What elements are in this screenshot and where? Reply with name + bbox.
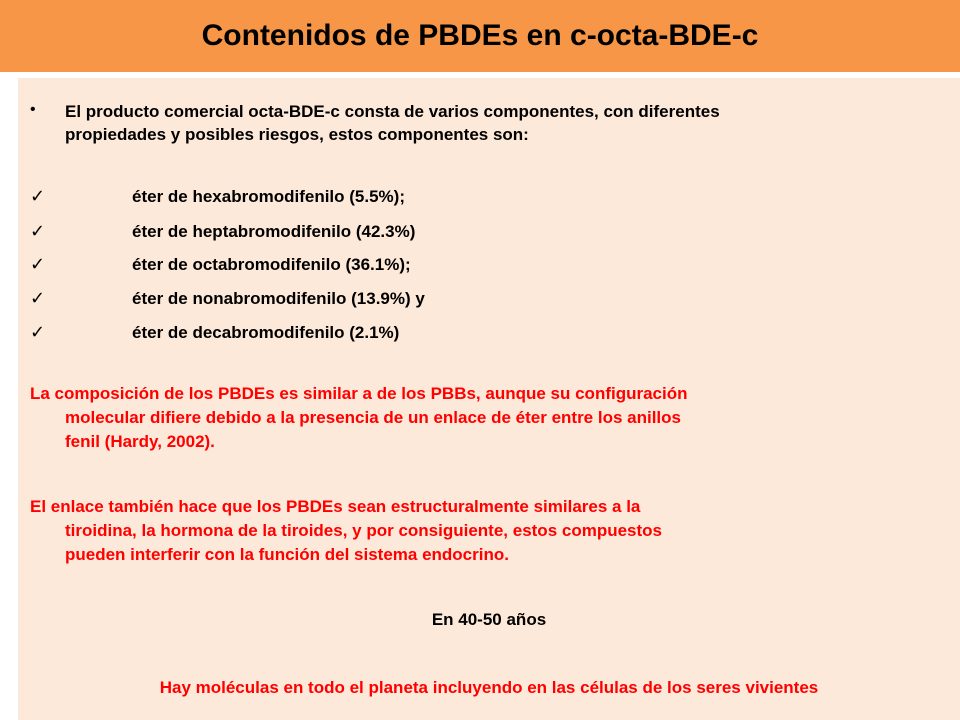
paragraph-2-line-3: pueden interferir con la función del sistema endocrino. <box>65 545 509 564</box>
slide-title: Contenidos de PBDEs en c-octa-BDE-c <box>201 19 759 52</box>
component-item-3: éter de octabromodifenilo (36.1%); <box>132 255 411 274</box>
component-item-2: éter de heptabromodifenilo (42.3%) <box>132 222 416 241</box>
check-icon: ✓ <box>30 288 46 308</box>
component-item-1: éter de hexabromodifenilo (5.5%); <box>132 187 405 206</box>
intro-line-2: propiedades y posibles riesgos, estos componentes son: <box>65 125 529 144</box>
check-icon: ✓ <box>30 186 46 206</box>
paragraph-1-line-1: La composición de los PBDEs es similar a de los PBBs, aunque su configuración <box>30 384 688 403</box>
check-icon: ✓ <box>30 221 46 241</box>
years-line: En 40-50 años <box>431 610 547 629</box>
intro-line-1: El producto comercial octa-BDE-c consta de varios componentes, con diferentes <box>65 102 720 121</box>
intro-bullet: • <box>30 101 36 118</box>
paragraph-2-line-2: tiroidina, la hormona de la tiroides, y por consiguiente, estos compuestos <box>65 521 663 540</box>
final-line: Hay moléculas en todo el planeta incluyendo en las células de los seres vivientes <box>159 678 819 697</box>
paragraph-2-line-1: El enlace también hace que los PBDEs sean estructuralmente similares a la <box>30 497 641 516</box>
check-icon: ✓ <box>30 254 46 274</box>
paragraph-1-line-3: fenil (Hardy, 2002). <box>65 432 215 451</box>
component-item-5: éter de decabromodifenilo (2.1%) <box>132 323 400 342</box>
component-item-4: éter de nonabromodifenilo (13.9%) y <box>132 289 425 308</box>
check-icon: ✓ <box>30 322 46 342</box>
paragraph-1-line-2: molecular difiere debido a la presencia de un enlace de éter entre los anillos <box>65 408 681 427</box>
title-bar <box>0 0 960 72</box>
